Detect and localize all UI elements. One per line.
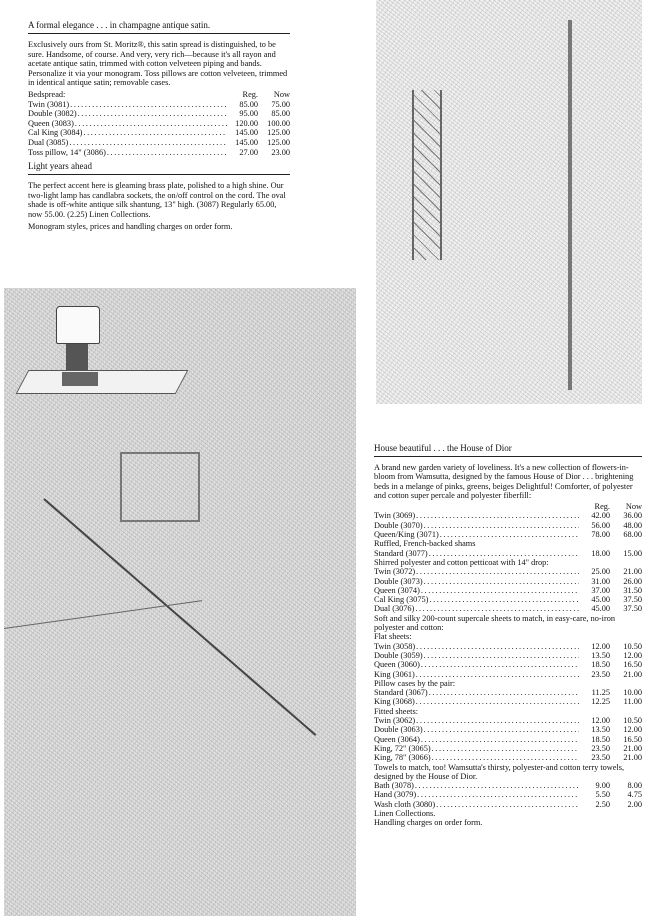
price-row [28, 119, 290, 129]
item-name: Dual (3076) [374, 604, 415, 614]
price-row [374, 744, 642, 753]
now-price: 12.00 [623, 650, 642, 660]
leader-dots [416, 567, 579, 576]
reg-price: 37.00 [591, 585, 610, 595]
price-list [374, 688, 642, 707]
bedroom-photo-right [376, 0, 642, 404]
item-name: Double (3059) [374, 650, 423, 660]
now-price: 16.50 [623, 660, 642, 670]
reg-header: Reg. [594, 502, 610, 512]
item-name: King (3061) [374, 669, 415, 679]
now-price: 12.00 [623, 725, 642, 735]
now-price: 15.00 [623, 548, 642, 558]
now-price: 10.00 [623, 688, 642, 698]
reg-price: 11.25 [591, 688, 610, 698]
item-name: Double (3073) [374, 576, 423, 586]
item-name: Double (3070) [374, 520, 423, 530]
price-row [374, 781, 642, 790]
leader-dots [417, 790, 579, 799]
now-price: 125.00 [267, 128, 290, 138]
leader-dots [70, 100, 227, 110]
item-name: Queen (3064) [374, 734, 420, 744]
reg-price: 45.00 [591, 595, 610, 605]
reg-price: 78.00 [591, 530, 610, 540]
leader-dots [429, 549, 579, 558]
subheading: Pillow cases by the pair: [374, 678, 456, 688]
price-row [374, 586, 642, 595]
reg-price: 13.50 [591, 725, 610, 735]
leader-dots [424, 577, 579, 586]
section-heading: Light years ahead [28, 161, 290, 175]
now-price: 26.00 [623, 576, 642, 586]
price-row [28, 138, 290, 148]
leader-dots [436, 800, 579, 809]
item-name: Queen (3060) [374, 660, 420, 670]
reg-price: 23.50 [591, 669, 610, 679]
price-row [374, 660, 642, 669]
reg-price: 56.00 [591, 520, 610, 530]
leader-dots [432, 753, 579, 762]
leader-dots [107, 148, 227, 158]
now-price: 16.50 [623, 734, 642, 744]
item-name: Cal King (3075) [374, 595, 429, 605]
item-name: Standard (3077) [374, 548, 428, 558]
reg-price: 42.00 [591, 511, 610, 521]
brass-plate [62, 372, 98, 386]
reg-price: 145.00 [235, 128, 258, 138]
leader-dots [424, 521, 579, 530]
price-row [374, 670, 642, 679]
subheading: Fitted sheets: [374, 706, 419, 716]
price-row [374, 530, 642, 539]
price-row [374, 511, 642, 520]
price-row [374, 716, 642, 725]
item-name: Twin (3072) [374, 567, 416, 577]
reg-price: 27.00 [239, 147, 258, 157]
now-price: 37.50 [623, 604, 642, 614]
price-row [374, 753, 642, 762]
leader-dots [421, 660, 579, 669]
price-row [374, 688, 642, 697]
order-note: Monogram styles, prices and handling charges on order form. [28, 221, 233, 231]
now-price: 75.00 [271, 99, 290, 109]
satin-spread-copy [28, 20, 290, 233]
dior-collection-copy [374, 443, 642, 828]
item-name: Twin (3069) [374, 511, 416, 521]
price-row [374, 521, 642, 530]
reg-price: 45.00 [591, 604, 610, 614]
reg-price: 120.00 [235, 118, 258, 128]
now-price: 2.00 [627, 799, 642, 809]
leader-dots [416, 670, 579, 679]
now-price: 21.00 [623, 669, 642, 679]
bed-edge-line [4, 600, 202, 629]
price-row [374, 651, 642, 660]
description: The perfect accent here is gleaming brass plate, polished to a high shine. Our two-light lamp has candlabra sockets, the on/off control on the cord. The oval shade is off-white antique silk shantung, 13" high. (3087) Regularly 65.00, now 55.00. (2.25) Linen Collections. [28, 181, 286, 219]
item-name: Standard (3067) [374, 688, 428, 698]
leader-dots [75, 119, 227, 129]
price-list [374, 781, 642, 809]
now-price: 4.75 [627, 790, 642, 800]
reg-price: 31.00 [591, 576, 610, 586]
item-name: King, 78" (3066) [374, 753, 431, 763]
item-name: Bath (3078) [374, 781, 414, 791]
leader-dots [415, 604, 579, 613]
price-list [374, 642, 642, 679]
leader-dots [421, 586, 579, 595]
item-name: King (3068) [374, 697, 415, 707]
order-note: Handling charges on order form. [374, 818, 483, 828]
reg-price: 5.50 [595, 790, 610, 800]
subheading: Ruffled, French-backed shams [374, 539, 476, 549]
reg-price: 25.00 [591, 567, 610, 577]
leader-dots [416, 697, 579, 706]
subheading: Flat sheets: [374, 632, 412, 642]
now-price: 21.00 [623, 567, 642, 577]
now-price: 100.00 [267, 118, 290, 128]
now-price: 10.50 [623, 716, 642, 726]
price-row [28, 148, 290, 158]
price-row [374, 790, 642, 799]
leader-dots [440, 530, 579, 539]
reg-price: 145.00 [235, 137, 258, 147]
price-list [374, 511, 642, 539]
item-name: Dual (3085) [28, 137, 69, 147]
subheading: Towels to match, too! Wamsutta's thirsty, polyester-and cotton terry towels, designed by the House of Dior. [374, 762, 625, 781]
price-row [374, 642, 642, 651]
now-price: 31.50 [623, 585, 642, 595]
price-row [374, 725, 642, 734]
price-row [28, 109, 290, 119]
store-note: Linen Collections. [374, 808, 436, 818]
now-price: 8.00 [627, 781, 642, 791]
now-price: 21.00 [623, 743, 642, 753]
reg-price: 85.00 [239, 99, 258, 109]
leader-dots [69, 138, 227, 148]
price-row [374, 604, 642, 613]
leader-dots [416, 511, 579, 520]
leader-dots [78, 109, 227, 119]
now-price: 68.00 [623, 530, 642, 540]
leader-dots [432, 744, 579, 753]
item-name: Queen (3074) [374, 585, 420, 595]
price-row [374, 549, 642, 558]
price-row [374, 567, 642, 576]
item-name: Twin (3058) [374, 641, 416, 651]
leader-dots [429, 595, 579, 604]
item-name: Twin (3062) [374, 716, 416, 726]
item-name: Hand (3079) [374, 790, 417, 800]
leader-dots [416, 642, 579, 651]
price-row [28, 128, 290, 138]
reg-price: 18.00 [591, 548, 610, 558]
price-row [374, 595, 642, 604]
now-price: 37.50 [623, 595, 642, 605]
bedroom-photo-left [4, 288, 356, 916]
reg-price: 9.00 [595, 781, 610, 791]
price-list [374, 567, 642, 613]
bedpost-detail [568, 20, 572, 390]
price-header [28, 90, 290, 100]
section-heading: A formal elegance . . . in champagne antique satin. [28, 20, 290, 34]
leader-dots [429, 688, 579, 697]
now-price: 125.00 [267, 137, 290, 147]
description: A brand new garden variety of loveliness. It's a new collection of flowers-in-bloom from Wamsutta, designed by the famous House of Dior . . . brightening beds in a melange of pinks, greens, beiges Delightful! Comforter, of polyester and cotton super percale and polyester fiberfill: [374, 463, 634, 500]
reg-price: 12.00 [591, 641, 610, 651]
price-list [374, 716, 642, 762]
item-name: Toss pillow, 14" (3086) [28, 147, 106, 157]
leader-dots [416, 716, 579, 725]
reg-price: 23.50 [591, 743, 610, 753]
item-name: Double (3082) [28, 109, 77, 119]
now-price: 85.00 [271, 109, 290, 119]
item-name: King, 72" (3065) [374, 743, 431, 753]
reg-price: 18.50 [591, 660, 610, 670]
item-name: Cal King (3084) [28, 128, 83, 138]
leader-dots [421, 735, 579, 744]
reg-price: 23.50 [591, 753, 610, 763]
reg-price: 18.50 [591, 734, 610, 744]
price-row [374, 735, 642, 744]
price-list [374, 549, 642, 558]
now-price: 21.00 [623, 753, 642, 763]
now-price: 48.00 [623, 520, 642, 530]
reg-header: Reg. [242, 89, 258, 99]
now-price: 36.00 [623, 511, 642, 521]
leader-dots [424, 651, 579, 660]
reg-price: 12.25 [591, 697, 610, 707]
reg-price: 13.50 [591, 650, 610, 660]
now-price: 23.00 [271, 147, 290, 157]
reg-price: 95.00 [239, 109, 258, 119]
reg-price: 12.00 [591, 716, 610, 726]
item-name: Wash cloth (3080) [374, 799, 436, 809]
description: Exclusively ours from St. Moritz®, this satin spread is distinguished, to be sure. Handsome, of course. And very, very rich—because it's all rayon and acetate antique satin, trimmed with cotton velveteen piping and bands. Personalize it via your monogram. Toss pillows are cotton velveteen, trimmed in identical antique satin; removable cases. [28, 40, 288, 88]
price-row [374, 577, 642, 586]
item-name: Twin (3081) [28, 99, 70, 109]
now-header: Now [273, 89, 290, 99]
leader-dots [424, 725, 579, 734]
now-price: 10.50 [623, 641, 642, 651]
item-name: Double (3063) [374, 725, 423, 735]
subheading: Soft and silky 200-count supercale sheets to match, in easy-care, no-iron polyester and cotton: [374, 613, 615, 633]
reg-price: 2.50 [595, 799, 610, 809]
bedspread-label: Bedspread: [28, 89, 66, 99]
leader-dots [83, 128, 227, 138]
item-name: Queen (3083) [28, 118, 74, 128]
trellis-detail [412, 90, 442, 260]
nightstand-tray [16, 370, 189, 394]
price-row [374, 697, 642, 706]
section-heading: House beautiful . . . the House of Dior [374, 443, 642, 457]
now-price: 11.00 [623, 697, 642, 707]
leader-dots [415, 781, 579, 790]
price-header [374, 502, 642, 511]
now-header: Now [625, 502, 642, 512]
item-name: Queen/King (3071) [374, 530, 439, 540]
price-row [374, 800, 642, 809]
subheading: Shirred polyester and cotton petticoat with 14" drop: [374, 557, 549, 567]
price-row [28, 100, 290, 110]
lamp-shade [56, 306, 100, 344]
headboard-frame [120, 452, 200, 522]
price-list [28, 100, 290, 158]
